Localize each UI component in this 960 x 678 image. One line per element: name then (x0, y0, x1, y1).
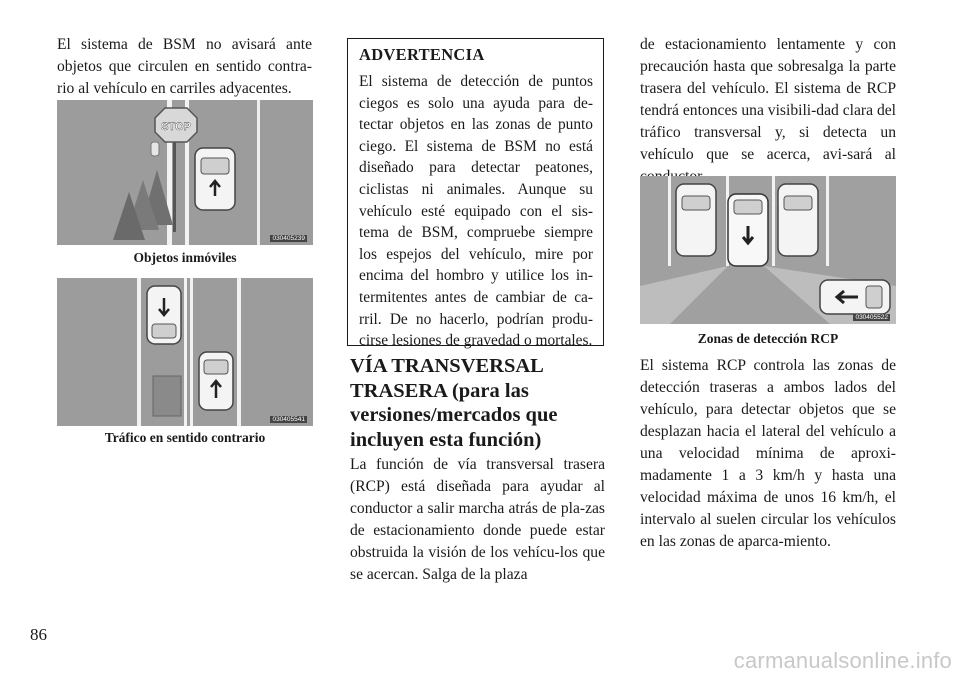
caption-stationary-objects: Objetos inmóviles (133, 250, 237, 265)
warning-box (347, 38, 604, 350)
caption-oncoming-traffic: Tráfico en sentido contrario (104, 430, 266, 445)
figure-rcp-zones (640, 176, 896, 324)
oncoming-traffic-illustration (57, 278, 313, 426)
rcp-zones-illustration (640, 176, 896, 324)
rcp-intro-paragraph: La función de vía transversal trasera (RCP) está diseñada para ayudar al conductor a salir marcha atrás de pla-zas de estacionamiento donde puede estar obstruida la visión de los vehícu-los que se acercan. Salga de la plaza (350, 456, 605, 583)
caption-rcp-zones: Zonas de detección RCP (697, 331, 839, 346)
section-heading: VÍA TRANSVERSAL TRASERA (para las versiones/mercados que incluyen esta función) (350, 355, 558, 451)
rcp-detection-paragraph: El sistema RCP controla las zonas de detección traseras a ambos lados del vehículo, para detectar objetos que se desplazan hacia el lateral del vehículo a una velocidad mínima de aproxi-madamente 1 a 3 km/h y hasta una velocidad máxima de unos 16 km/h, el intervalo al suelen circular los vehículos en las zonas de aparca-miento. (640, 357, 896, 550)
figure-id-2: 030405541 (272, 416, 305, 423)
figure-id-1: 030405239 (272, 235, 305, 242)
warning-title: ADVERTENCIA (359, 45, 485, 64)
warning-text: El sistema de detección de puntos ciegos es solo una ayuda para de-tectar objetos en las zonas de punto ciego. El sistema de BSM no está diseñado para detectar peatones, ciclistas ni animales. Aunque su vehículo esté equipado con el sis-tema de BSM, compruebe siempre los espejos del vehículo, mire por encima del hombro y utilice los in-termitentes antes de cambiar de ca-rril. De no hacerlo, podrían produ-cirse lesiones de gravedad o mortales. (359, 73, 593, 350)
stop-sign-label: STOP (161, 121, 191, 133)
figure-id-3: 030405522 (855, 314, 888, 321)
page-number: 86 (30, 625, 47, 644)
figure-oncoming-traffic (57, 278, 313, 426)
stationary-objects-illustration (57, 100, 313, 245)
figure-stationary-objects (57, 100, 313, 245)
rcp-continuation-paragraph: de estacionamiento lentamente y con precaución hasta que sobresalga la parte trasera del vehículo. El sistema de RCP tendrá entonces una visibili-dad clara del tráfico transversal y, si detecta un vehículo que se acerca, avi-sará al (640, 36, 896, 163)
watermark: carmanualsonline.info (733, 648, 952, 673)
intro-paragraph: El sistema de BSM no avisará ante objetos que circulen en sentido contra-rio al vehículo en carriles adyacentes. (57, 36, 312, 97)
